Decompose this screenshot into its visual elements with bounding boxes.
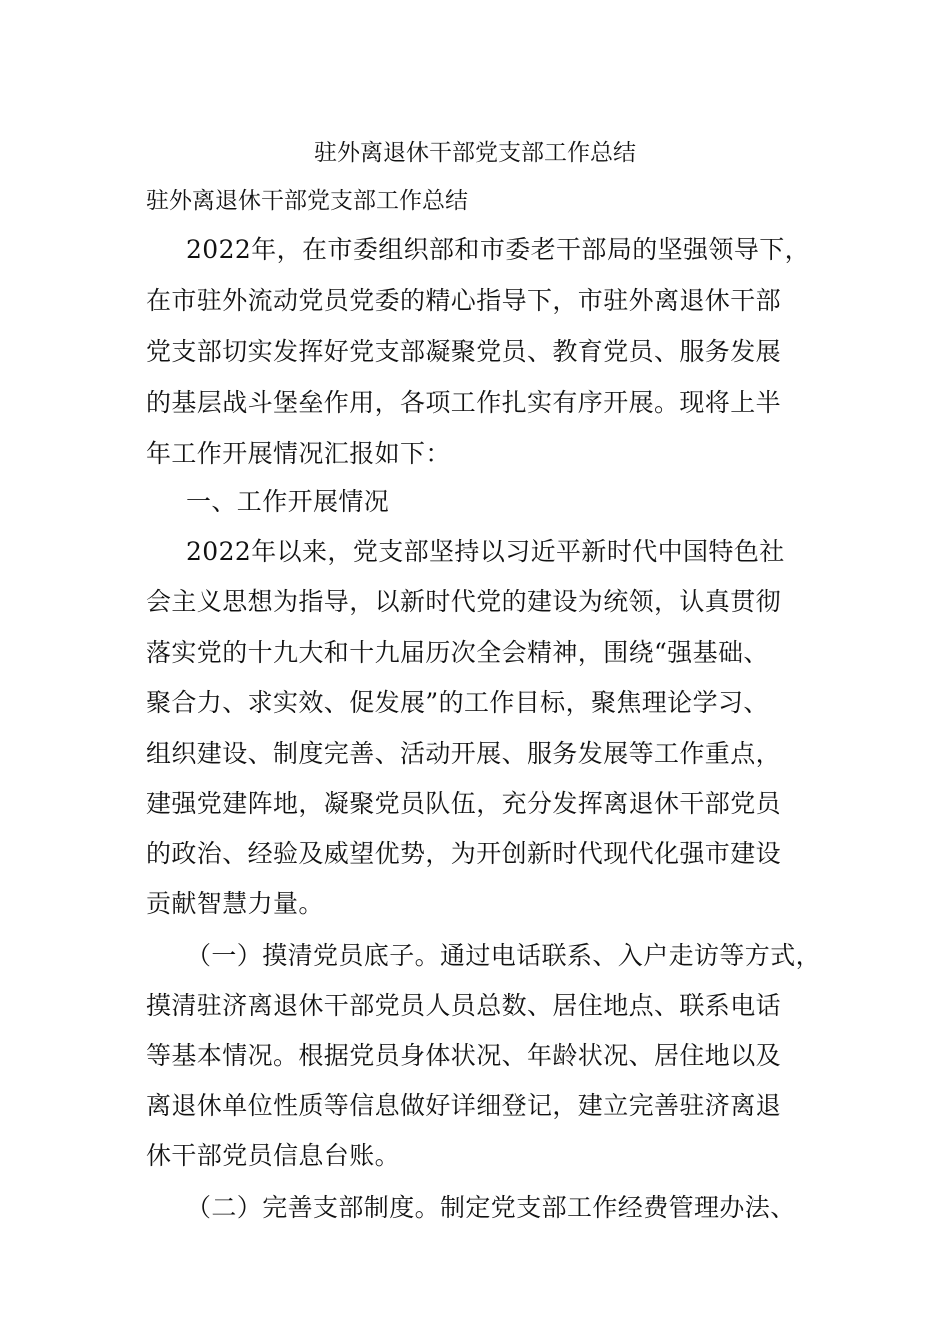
paragraph-line: 休干部党员信息台账。	[146, 1141, 401, 1170]
paragraph-line: （一）摸清党员底子。通过电话联系、入户走访等方式，	[186, 941, 822, 970]
paragraph-line: 2022年，在市委组织部和市委老干部局的坚强领导下，	[186, 235, 811, 264]
paragraph-line: 党支部切实发挥好党支部凝聚党员、教育党员、服务发展	[146, 337, 782, 366]
paragraph-line: 离退休单位性质等信息做好详细登记，建立完善驻济离退	[146, 1091, 782, 1120]
paragraph-line: 在市驻外流动党员党委的精心指导下，市驻外离退休干部	[146, 286, 782, 315]
paragraph-line: 的政治、经验及威望优势，为开创新时代现代化强市建设	[146, 839, 782, 868]
paragraph-line: 聚合力、求实效、促发展”的工作目标，聚焦理论学习、	[146, 688, 769, 717]
paragraph-line: 落实党的十九大和十九届历次全会精神，围绕“强基础、	[146, 638, 769, 667]
paragraph-line: 的基层战斗堡垒作用，各项工作扎实有序开展。现将上半	[146, 388, 782, 417]
paragraph-line: 年工作开展情况汇报如下：	[146, 439, 451, 468]
document-title: 驻外离退休干部党支部工作总结	[314, 140, 636, 166]
paragraph-line: 建强党建阵地，凝聚党员队伍，充分发挥离退休干部党员	[146, 789, 782, 818]
document-subtitle: 驻外离退休干部党支部工作总结	[146, 188, 468, 214]
paragraph-line: 组织建设、制度完善、活动开展、服务发展等工作重点，	[146, 739, 782, 768]
paragraph-line: （二）完善支部制度。制定党支部工作经费管理办法、	[186, 1193, 796, 1222]
paragraph-line: 等基本情况。根据党员身体状况、年龄状况、居住地以及	[146, 1041, 782, 1070]
paragraph-line: 2022年以来，党支部坚持以习近平新时代中国特色社	[186, 537, 785, 566]
section-heading: 一、工作开展情况	[186, 487, 390, 516]
paragraph-line: 会主义思想为指导，以新时代党的建设为统领，认真贯彻	[146, 587, 782, 616]
paragraph-line: 摸清驻济离退休干部党员人员总数、居住地点、联系电话	[146, 991, 782, 1020]
paragraph-line: 贡献智慧力量。	[146, 889, 324, 918]
